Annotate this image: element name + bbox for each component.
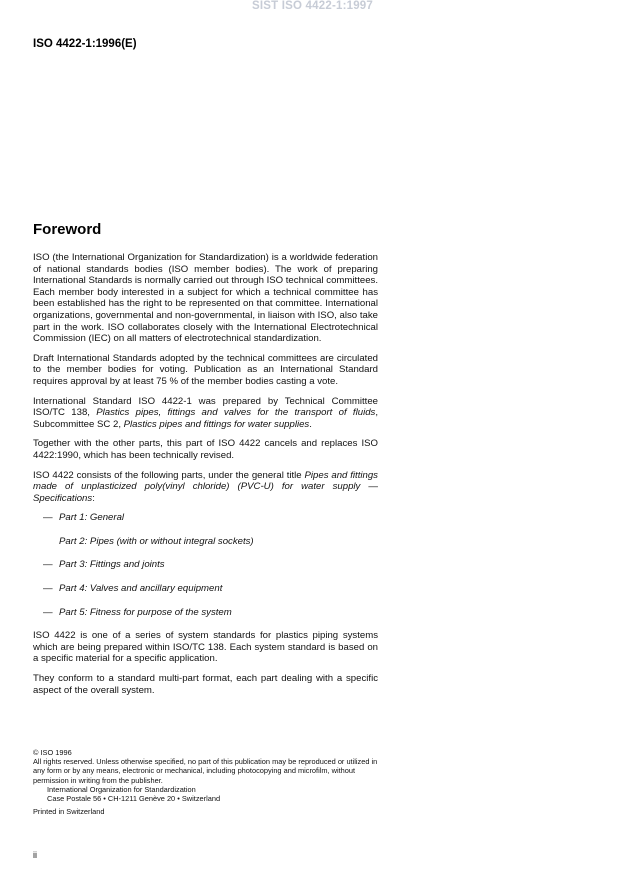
list-item-text: Part 2: Pipes (with or without integral sockets) — [59, 535, 254, 547]
parts-list — [33, 512, 378, 618]
prepared-by-mid: , Subcommittee SC 2, — [33, 407, 378, 430]
watermark: SIST ISO 4422-1:1997 — [252, 0, 373, 12]
paragraph-format: They conform to a standard multi-part format, each part dealing with a specific aspect of the overall system. — [33, 673, 378, 696]
copyright-line: © ISO 1996 — [33, 748, 72, 757]
list-item-text: Part 1: General — [59, 512, 125, 524]
copyright-notice — [33, 748, 378, 816]
paragraph-system-standards: ISO 4422 is one of a series of system standards for plastics piping systems which are being prepared within ISO/TC 138. Each system standard is based on a specific material for a specific application. — [33, 630, 378, 665]
page-number: ii — [33, 850, 37, 860]
prepared-by-text: International Standard ISO 4422-1 was prepared by Technical Committee ISO/TC 138, — [33, 395, 378, 419]
subcommittee-title: Plastics pipes and fittings for water supplies — [123, 418, 310, 430]
paragraph-iso-intro: ISO (the International Organization for Standardization) is a worldwide federation of national standards bodies (ISO member bodies). The work of preparing International Standards is normally carried out through ISO technical committees. Each member body interested in a subject for which a technical committee has been established has the right to be represented on that committee. International organizations, governmental and non-governmental, in liaison with ISO, also take part in the work. ISO collaborates closely with the International Electrotechnical Commission (IEC) on all matters of electrotechnical standardization. — [33, 252, 379, 345]
organization-address: Case Postale 56 • CH-1211 Genève 20 • Switzerland — [47, 794, 221, 804]
list-item — [33, 512, 378, 524]
organization-name: International Organization for Standardization — [47, 784, 196, 794]
printed-in: Printed in Switzerland — [33, 807, 105, 817]
rights-statement: All rights reserved. Unless otherwise specified, no part of this publication may be reproduced or utilized in any form or by any means, electronic or mechanical, including photocopying and microfilm, without permission in writing from the publisher. — [33, 757, 378, 785]
foreword-body — [33, 252, 378, 704]
paragraph-prepared-by — [33, 396, 378, 431]
list-dash: — — [43, 606, 53, 618]
paragraph-parts-intro — [33, 470, 378, 505]
list-item — [33, 583, 378, 595]
list-item — [33, 536, 378, 548]
paragraph-replaces: Together with the other parts, this part of ISO 4422 cancels and replaces ISO 4422:1990, which has been technically revised. — [33, 438, 378, 461]
list-dash: — — [43, 512, 53, 524]
list-dash: — — [43, 583, 53, 595]
list-item — [33, 607, 378, 619]
list-item-text: Part 4: Valves and ancillary equipment — [59, 583, 223, 595]
list-item — [33, 559, 378, 571]
general-title: Pipes and fittings made of unplasticized poly(vinyl chloride) (PVC-U) for water supply — Specifications — [33, 469, 378, 504]
document-id: ISO 4422-1:1996(E) — [33, 38, 137, 50]
prepared-by-end: . — [309, 418, 312, 430]
committee-title: Plastics pipes, fittings and valves for the transport of fluids — [96, 407, 376, 419]
list-dash: — — [43, 559, 53, 571]
list-item-text: Part 3: Fittings and joints — [59, 559, 165, 571]
parts-intro-text: ISO 4422 consists of the following parts, under the general title — [33, 469, 305, 481]
parts-intro-end: : — [92, 492, 95, 504]
paragraph-draft-standards: Draft International Standards adopted by the technical committees are circulated to the member bodies for voting. Publication as an International Standard requires approval by at least 75 % of the member bodies casting a vote. — [33, 352, 378, 387]
list-item-text: Part 5: Fitness for purpose of the system — [59, 606, 232, 618]
section-heading: Foreword — [33, 221, 102, 238]
